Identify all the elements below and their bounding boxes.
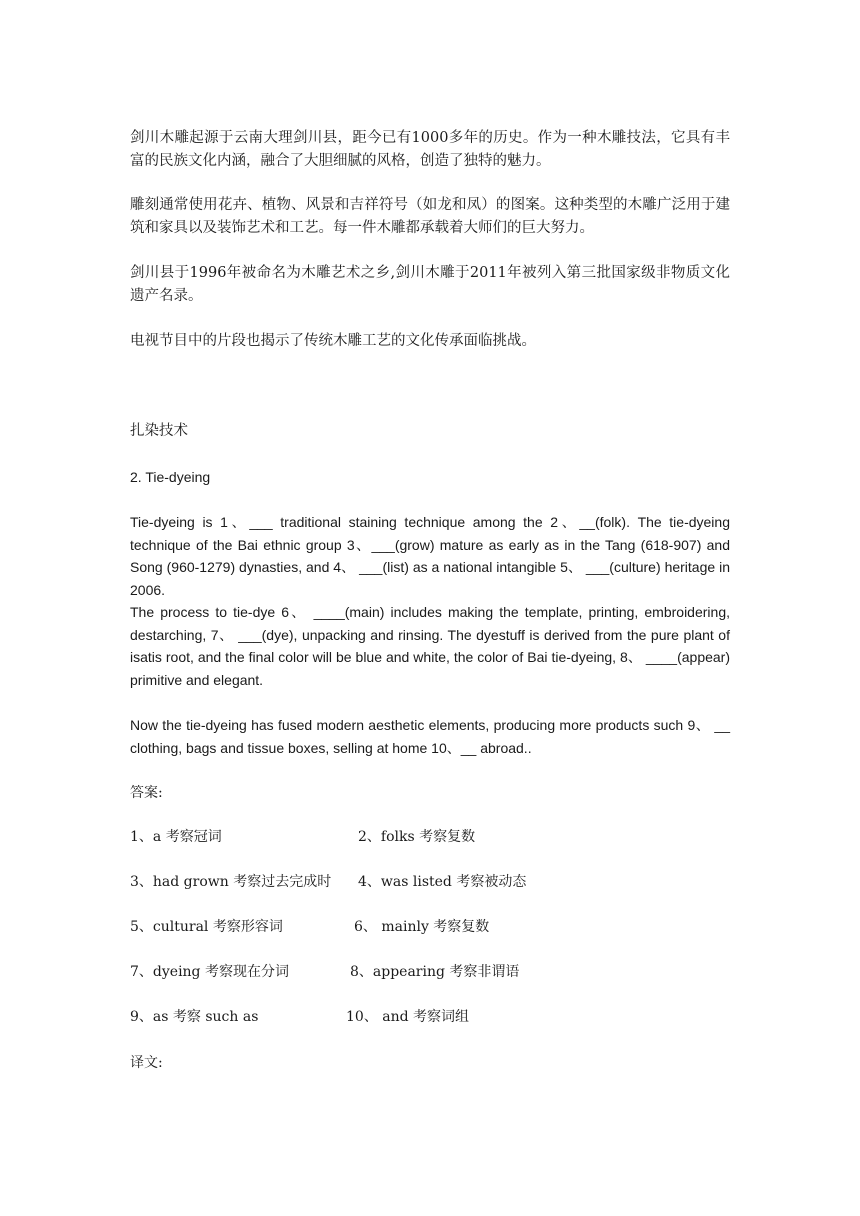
tiedye-paragraph-1: Tie-dyeing is 1、___ traditional staining technique among the 2、__(folk). The tie-dyeing technique of the Bai ethnic group 3、___(grow) mature as early as in the Tang (618-907) and Song (960-1279) dynasties, and 4、 ___(list) as a national intangible 5、 ___(culture) heritage in 2006.	[130, 514, 730, 598]
answer-item: 6、 mainly 考察复数	[354, 919, 490, 935]
section-heading-chinese: 扎染技术	[130, 423, 188, 439]
answer-item: 1、a 考察冠词	[130, 829, 222, 845]
answer-item: 9、as 考察 such as	[130, 1009, 259, 1025]
answer-row	[130, 1006, 730, 1028]
section-heading-english: 2. Tie-dyeing	[130, 469, 211, 485]
answer-row	[130, 871, 730, 893]
woodcarving-paragraph-4: 电视节目中的片段也揭示了传统木雕工艺的文化传承面临挑战。	[130, 333, 536, 349]
answers-label: 答案:	[130, 785, 163, 801]
answer-row	[130, 916, 730, 938]
woodcarving-paragraph-2: 雕刻通常使用花卉、植物、风景和吉祥符号（如龙和凤）的图案。这种类型的木雕广泛用于建筑和家具以及装饰艺术和工艺。每一件木雕都承载着大师们的巨大努力。	[130, 197, 730, 236]
woodcarving-paragraph-1: 剑川木雕起源于云南大理剑川县，距今已有1000多年的历史。作为一种木雕技法，它具有丰富的民族文化内涵，融合了大胆细腻的风格，创造了独特的魅力。	[130, 130, 730, 169]
answer-item: 7、dyeing 考察现在分词	[130, 964, 289, 980]
tiedye-paragraph-3: Now the tie-dyeing has fused modern aesthetic elements, producing more products such 9、 __ clothing, bags and tissue boxes, selling at home 10、__ abroad..	[130, 717, 730, 756]
answer-item: 8、appearing 考察非谓语	[350, 964, 520, 980]
answer-item: 10、 and 考察词组	[346, 1009, 470, 1025]
tiedye-paragraph-2: The process to tie-dye 6、 ____(main) includes making the template, printing, embroidering, destarching, 7、 ___(dye), unpacking and rinsing. The dyestuff is derived from the pure plant of isatis root, and the final color will be blue and white, the color of Bai tie-dyeing, 8、 ____(appear) primitive and elegant.	[130, 604, 730, 688]
translation-label: 译文:	[130, 1055, 163, 1071]
answer-item: 2、folks 考察复数	[358, 829, 476, 845]
answer-row	[130, 961, 730, 983]
answer-row	[130, 826, 730, 848]
answer-item: 4、was listed 考察被动态	[358, 874, 527, 890]
answer-item: 5、cultural 考察形容词	[130, 919, 283, 935]
woodcarving-paragraph-3: 剑川县于1996年被命名为木雕艺术之乡,剑川木雕于2011年被列入第三批国家级非物质文化遗产名录。	[130, 265, 730, 304]
answer-item: 3、had grown 考察过去完成时	[130, 874, 332, 890]
